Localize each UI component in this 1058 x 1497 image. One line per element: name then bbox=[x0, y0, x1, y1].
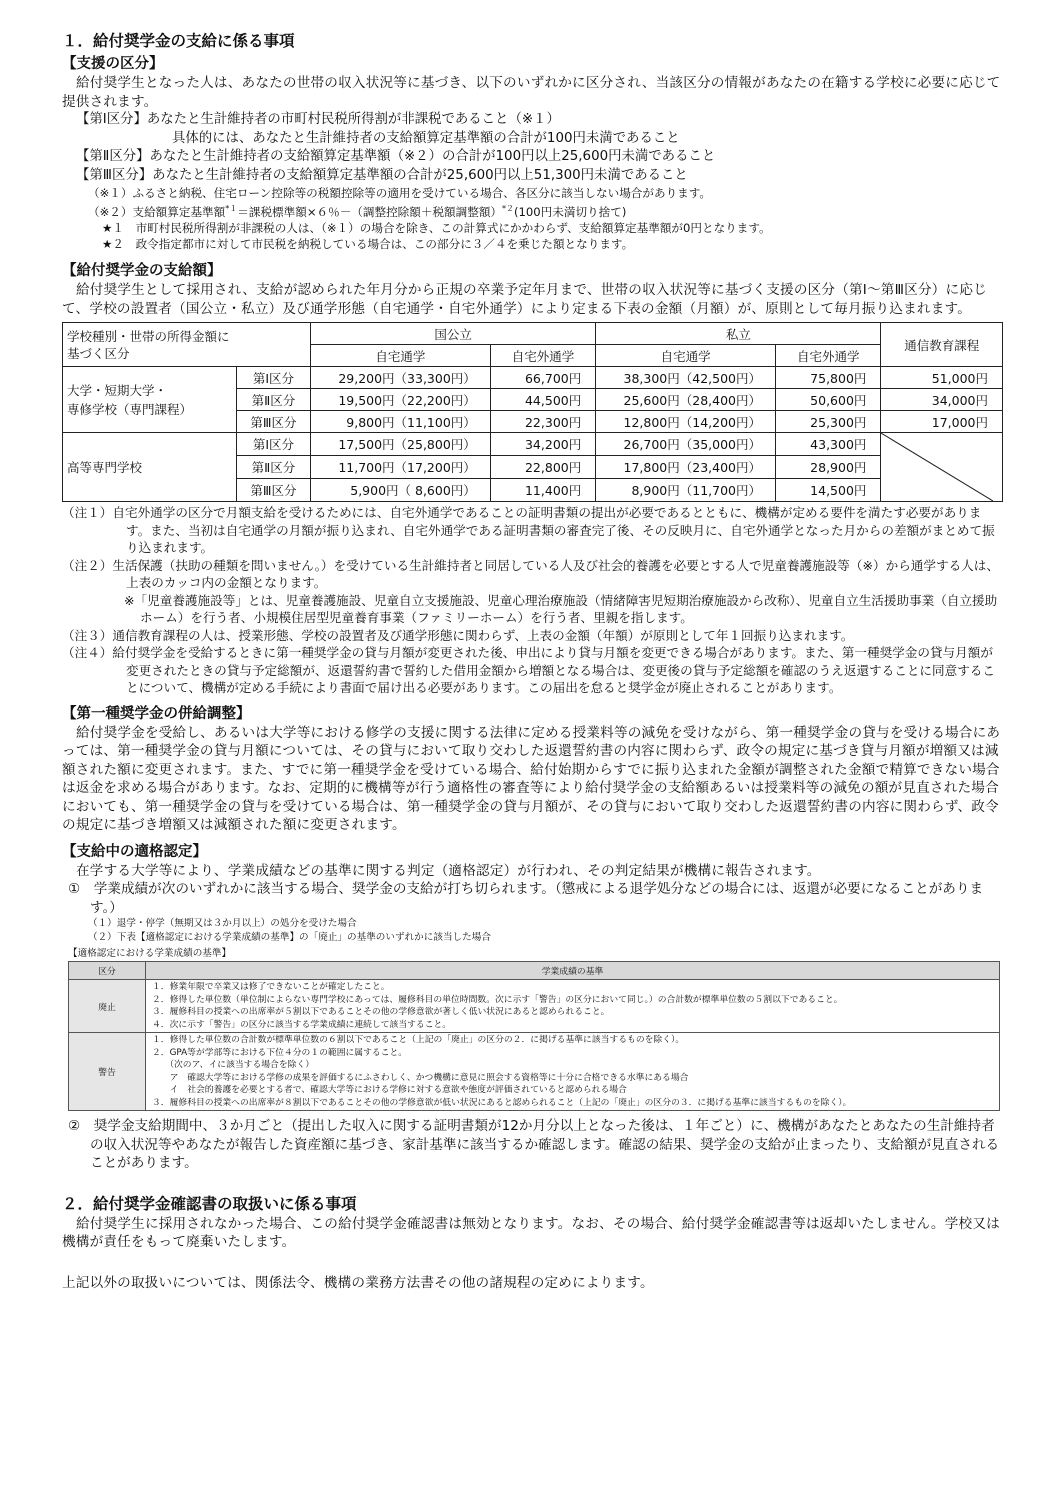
closing-text: 上記以外の取扱いについては、関係法令、機構の業務方法書その他の諸規程の定めによります。 bbox=[62, 1274, 654, 1291]
cell-correspondence: 34,000円 bbox=[881, 389, 1003, 411]
row-category: 第Ⅱ区分 bbox=[236, 389, 310, 411]
header-public-home: 自宅通学 bbox=[311, 345, 491, 367]
qualification-item-2: ② 奨学金支給期間中、３か月ごと（提出した収入に関する証明書類が12か月分以上となった後は、１年ごと）に、機構があなたとあなたの生計維持者の収入状況等やあなたが報告した資産額に基づき、家計基準に該当するか確認します。確認の結果、奨学金の支給が止まったり、支給額が見直されることがあります。 bbox=[68, 1118, 1000, 1172]
criteria-warning-label: 警告 bbox=[69, 1033, 146, 1111]
cell-private-home: 38,300円（42,500円） bbox=[596, 367, 776, 389]
criteria-abolish-text: １．修業年限で卒業又は修了できないことが確定したこと。 ２．修得した単位数（単位制によらない専門学校にあっては、履修科目の単位時間数。次に示す「警告」の区分において同じ。）の合計数が標準単位数の５割以下であること。 ３．履修科目の授業への出席率が５割以下であることその他の学修意欲が著しく低い状況にあると認められること。 ４．次に示す「警告」の区分に該当する学業成績に連続して該当すること。 bbox=[146, 980, 1000, 1033]
adjust-heading: 【第一種奨学金の併給調整】 bbox=[62, 705, 251, 722]
amount-heading: 【給付奨学金の支給額】 bbox=[62, 263, 222, 280]
amount-table bbox=[62, 322, 1003, 502]
note-asterisk-1: （※１）ふるさと納税、住宅ローン控除等の税額控除等の適用を受けている場合、各区分に該当しない場合があります。 bbox=[88, 186, 712, 201]
cell-public-away: 34,200円 bbox=[490, 433, 595, 456]
qualification-heading: 【支給中の適格認定】 bbox=[62, 843, 207, 860]
cell-private-home: 25,600円（28,400円） bbox=[596, 389, 776, 411]
group-university: 大学・短期大学・ 専修学校（専門課程） bbox=[63, 367, 237, 433]
section-2-title: ２．給付奨学金確認書の取扱いに係る事項 bbox=[62, 1194, 357, 1213]
category-3: 【第Ⅲ区分】あなたと生計維持者の支給額算定基準額の合計が25,600円以上51,300円未満であること bbox=[76, 167, 688, 183]
cell-public-away: 22,800円 bbox=[490, 456, 595, 479]
row-category: 第Ⅲ区分 bbox=[236, 479, 310, 502]
cell-public-away: 11,400円 bbox=[490, 479, 595, 502]
cell-public-home: 9,800円（11,100円） bbox=[311, 411, 491, 433]
table-row bbox=[63, 367, 1003, 389]
table-corner-header: 学校種別・世帯の所得金額に 基づく区分 bbox=[63, 323, 311, 367]
cell-public-home: 19,500円（22,200円） bbox=[311, 389, 491, 411]
qualification-sub-1: （１）退学・停学（無期又は３か月以上）の処分を受けた場合 bbox=[88, 918, 357, 930]
header-private-away: 自宅外通学 bbox=[775, 345, 880, 367]
cell-public-home: 29,200円（33,300円） bbox=[311, 367, 491, 389]
cell-private-home: 8,900円（11,700円） bbox=[596, 479, 776, 502]
note-asterisk-2: （※２）支給額算定基準額$^{*1}$＝課税標準額×６％－（調整控除額＋税額調整額）$^{*2}$(100円未満切り捨て) bbox=[88, 204, 627, 220]
header-correspondence: 通信教育課程 bbox=[881, 323, 1003, 367]
cell-private-away: 14,500円 bbox=[775, 479, 880, 502]
table-row bbox=[63, 433, 1003, 456]
note-1: （注１）自宅外通学の区分で月額支給を受けるためには、自宅外通学であることの証明書類の提出が必要であるとともに、機構が定める要件を満たす必要があります。また、当初は自宅通学の月額が振り込まれ、自宅外通学である証明書類の審査完了後、その反映月に、自宅外通学となった月からの差額がまとめて振り込まれます。 bbox=[62, 505, 995, 556]
amount-intro: 給付奨学生として採用され、支給が認められた年月分から正規の卒業予定年月まで、世帯の収入状況等に基づく支援の区分（第Ⅰ～第Ⅲ区分）に応じて、学校の設置者（国公立・私立）及び通学形態（自宅通学・自宅外通学）により定まる下表の金額（月額）が、原則として毎月振り込まれます。 bbox=[62, 282, 987, 317]
qualification-intro: 在学する大学等により、学業成績などの基準に関する判定（適格認定）が行われ、その判定結果が機構に報告されます。 bbox=[76, 862, 821, 879]
cell-private-away: 28,900円 bbox=[775, 456, 880, 479]
header-public-away: 自宅外通学 bbox=[490, 345, 595, 367]
section-2-body: 給付奨学生に採用されなかった場合、この給付奨学金確認書は無効となります。なお、その場合、給付奨学金確認書等は返却いたしません。学校又は機構が責任をもって廃棄いたします。 bbox=[62, 1215, 1000, 1251]
cell-private-home: 17,800円（23,400円） bbox=[596, 456, 776, 479]
criteria-warning-text: １．修得した単位数の合計数が標準単位数の６割以下であること（上記の「廃止」の区分の２．に掲げる基準に該当するものを除く）。 ２．GPA等が学部等における下位４分の１の範囲に属すること。 （次のア、イに該当する場合を除く） ア 確認大学等における学修の成果を評価するにふさわしく、かつ機構に意見に照会する資格等に十分に合格できる水準にある場合 イ 社会的養護を必要とする者で、確認大学等における学修に対する意欲や態度が評価されていると認められる場合 ３．履修科目の授業への出席率が８割以下であることその他の学修意欲が低い状況にあると認められること（上記の「廃止」の区分の３．に掲げる基準に該当するものを除く）。 bbox=[146, 1033, 1000, 1111]
category-1-detail: 具体的には、あなたと生計維持者の支給額算定基準額の合計が100円未満であること bbox=[172, 130, 680, 146]
cell-public-away: 66,700円 bbox=[490, 367, 595, 389]
note-2-definition: ※「児童養護施設等」とは、児童養護施設、児童自立支援施設、児童心理治療施設（情緒障害児短期治療施設から改称）、児童自立生活援助事業（自立援助ホーム）を行う者、小規模住居型児童養育事業（ファミリーホーム）を行う者、里親を指します。 bbox=[124, 592, 998, 626]
criteria-table bbox=[68, 961, 1000, 1111]
cell-private-home: 12,800円（14,200円） bbox=[596, 411, 776, 433]
table-row bbox=[69, 1033, 1000, 1111]
table-row bbox=[69, 980, 1000, 1033]
cell-public-away: 22,300円 bbox=[490, 411, 595, 433]
cell-private-home: 26,700円（35,000円） bbox=[596, 433, 776, 456]
cell-private-away: 25,300円 bbox=[775, 411, 880, 433]
category-2: 【第Ⅱ区分】あなたと生計維持者の支給額算定基準額（※２）の合計が100円以上25,600円未満であること bbox=[76, 149, 716, 165]
group-technical-college: 高等専門学校 bbox=[63, 433, 237, 502]
qualification-item-1: ① 学業成績が次のいずれかに該当する場合、奨学金の支給が打ち切られます。（懲戒による退学処分などの場合には、返還が必要になることがあります。） bbox=[68, 881, 984, 916]
star-note-1: ★１ 市町村民税所得割が非課税の人は、（※１）の場合を除き、この計算式にかかわらず、支給額算定基準額が0円となります。 bbox=[102, 221, 771, 236]
row-category: 第Ⅰ区分 bbox=[236, 367, 310, 389]
criteria-abolish-label: 廃止 bbox=[69, 980, 146, 1033]
cell-correspondence: 51,000円 bbox=[881, 367, 1003, 389]
criteria-col-standard: 学業成績の基準 bbox=[146, 962, 1000, 980]
note-4: （注４）給付奨学金を受給するときに第一種奨学金の貸与月額が変更された後、申出により貸与月額を変更できる場合があります。また、第一種奨学金の貸与月額が変更されたときの貸与予定総額が、返還誓約書で誓約した借用金額から増額となる場合は、変更後の貸与予定総額を確認のうえ返還することに同意することについて、機構が定める手続により書面で届け出る必要があります。この届出を怠ると奨学金が廃止されることがあります。 bbox=[62, 645, 995, 696]
adjust-body: 給付奨学金を受給し、あるいは大学等における修学の支援に関する法律に定める授業料等の減免を受けながら、第一種奨学金の貸与を受ける場合にあっては、第一種奨学金の貸与月額については、その貸与において取り交わした返還誓約書の内容に関わらず、政令の規定に基づき貸与月額が増額又は減額された額に変更されます。また、すでに第一種奨学金を受けている場合、給付始期からすでに振り込まれた金額が調整された金額で精算できない場合は返金を求める場合があります。なお、定期的に機構等が行う適格性の審査等により給付奨学金の支給額あるいは授業料等の減免の額が見直された場合においても、第一種奨学金の貸与を受けている場合は、第一種奨学金の貸与月額が、その貸与において取り交わした返還誓約書の内容に関わらず、政令の規定に基づき増額又は減額された額に変更されます。 bbox=[62, 724, 1001, 834]
criteria-col-category: 区分 bbox=[69, 962, 146, 980]
row-category: 第Ⅲ区分 bbox=[236, 411, 310, 433]
table-notes bbox=[62, 504, 1002, 697]
cell-private-away: 75,800円 bbox=[775, 367, 880, 389]
cell-private-away: 50,600円 bbox=[775, 389, 880, 411]
note-2: （注２）生活保護（扶助の種類を問いません。）を受けている生計維持者と同居している人及び社会的養護を必要とする人で児童養護施設等（※）から通学する人は、上表のカッコ内の金額となります。 bbox=[62, 557, 999, 591]
criteria-table-caption: 【適格認定における学業成績の基準】 bbox=[68, 948, 232, 960]
support-heading: 【支援の区分】 bbox=[62, 56, 164, 72]
star-note-2: ★２ 政令指定都市に対して市民税を納税している場合は、この部分に３／４を乗じた額となります。 bbox=[102, 237, 634, 252]
cell-correspondence: 17,000円 bbox=[881, 411, 1003, 433]
support-intro: 給付奨学生となった人は、あなたの世帯の収入状況等に基づき、以下のいずれかに区分され、当該区分の情報があなたの在籍する学校に必要に応じて提供されます。 bbox=[62, 75, 1001, 110]
header-public: 国公立 bbox=[311, 323, 596, 345]
cell-public-home: 11,700円（17,200円） bbox=[311, 456, 491, 479]
cell-private-away: 43,300円 bbox=[775, 433, 880, 456]
header-private-home: 自宅通学 bbox=[596, 345, 776, 367]
cell-public-home: 5,900円（ 8,600円） bbox=[311, 479, 491, 502]
header-private: 私立 bbox=[596, 323, 881, 345]
cell-public-home: 17,500円（25,800円） bbox=[311, 433, 491, 456]
qualification-sub-2: （２）下表【適格認定における学業成績の基準】の「廃止」の基準のいずれかに該当した場合 bbox=[88, 932, 491, 944]
row-category: 第Ⅱ区分 bbox=[236, 456, 310, 479]
not-applicable-cell bbox=[881, 433, 1003, 502]
category-1: 【第Ⅰ区分】あなたと生計維持者の市町村民税所得割が非課税であること（※１） bbox=[76, 112, 560, 127]
section-1-title: １．給付奨学金の支給に係る事項 bbox=[62, 32, 295, 50]
document-page bbox=[62, 26, 1002, 1292]
diagonal-line bbox=[881, 433, 993, 501]
row-category: 第Ⅰ区分 bbox=[236, 433, 310, 456]
cell-public-away: 44,500円 bbox=[490, 389, 595, 411]
note-3: （注３）通信教育課程の人は、授業形態、学校の設置者及び通学形態に関わらず、上表の金額（年額）が原則として年１回振り込まれます。 bbox=[62, 627, 854, 643]
